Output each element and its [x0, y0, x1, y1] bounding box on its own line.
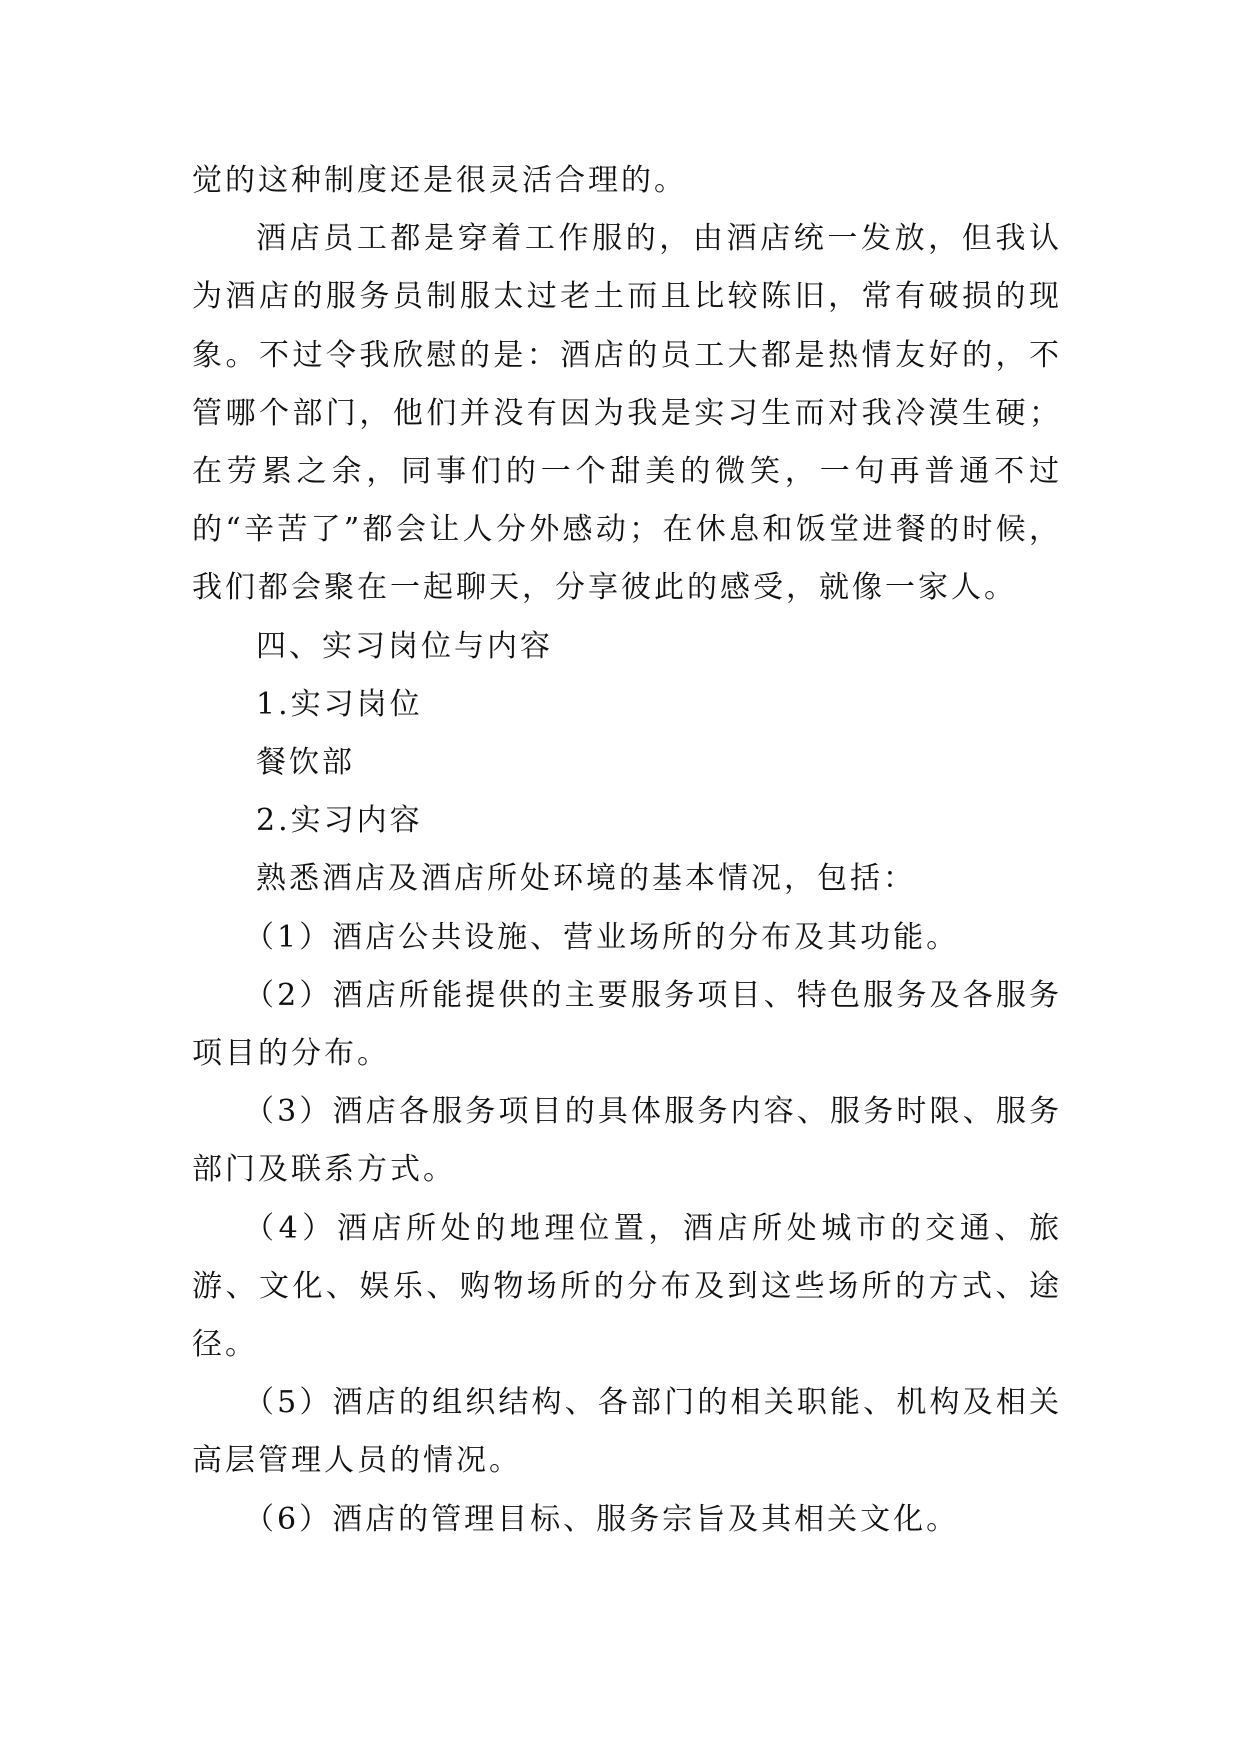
list-item-6: （6）酒店的管理目标、服务宗旨及其相关文化。: [244, 1501, 960, 1537]
section-heading: 四、实习岗位与内容: [256, 628, 553, 664]
position-value: 餐饮部: [256, 745, 355, 781]
list-item-3: （3）酒店各服务项目的具体服务内容、服务时限、服务部门及联系方式。: [192, 1094, 1062, 1188]
list-item-1: （1）酒店公共设施、营业场所的分布及其功能。: [244, 919, 960, 955]
subheading-content: 2.实习内容: [256, 803, 423, 839]
uniform-paragraph: 酒店员工都是穿着工作服的，由酒店统一发放，但我认为酒店的服务员制服太过老土而且比较陈旧，常有破损的现象。不过令我欣慰的是：酒店的员工大都是热情友好的，不管哪个部门，他们并没有因为我是实习生而对我冷漠生硬；在劳累之余，同事们的一个甜美的微笑，一句再普通不过的“辛苦了”都会让人分外感动；在休息和饭堂进餐的时候，我们都会聚在一起聊天，分享彼此的感受，就像一家人。: [192, 221, 1062, 606]
list-item-5: （5）酒店的组织结构、各部门的相关职能、机构及相关高层管理人员的情况。: [192, 1385, 1062, 1479]
list-item-4: （4）酒店所处的地理位置，酒店所处城市的交通、旅游、文化、娱乐、购物场所的分布及到这些场所的方式、途径。: [192, 1210, 1062, 1363]
document-body: [192, 152, 1062, 1549]
subheading-position: 1.实习岗位: [256, 686, 423, 722]
list-item-2: （2）酒店所能提供的主要服务项目、特色服务及各服务项目的分布。: [192, 977, 1062, 1072]
continued-paragraph: 觉的这种制度还是很灵活合理的。: [192, 163, 687, 198]
content-intro: 熟悉酒店及酒店所处环境的基本情况，包括：: [256, 861, 916, 897]
